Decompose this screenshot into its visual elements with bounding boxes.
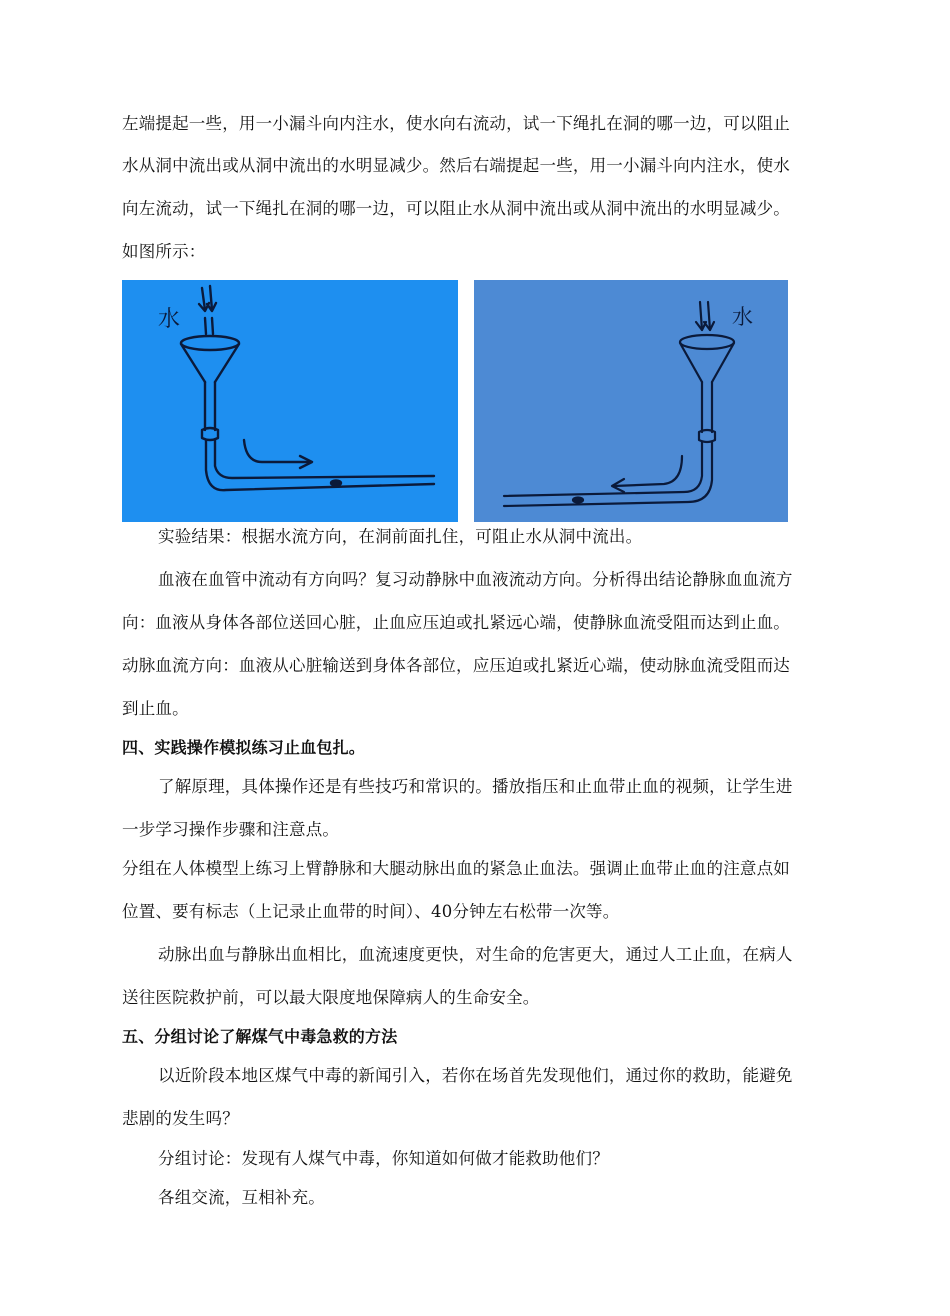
paragraph-line: 一步学习操作步骤和注意点。 <box>122 820 340 839</box>
water-label: 水 <box>158 307 181 332</box>
paragraph-line: 位置、要有标志（上记录止血带的时间）、40分钟左右松带一次等。 <box>122 902 620 921</box>
section-heading: 四、实践操作模拟练习止血包扎。 <box>122 738 366 757</box>
paragraph-line: 向左流动，试一下绳扎在洞的哪一边，可以阻止水从洞中流出或从洞中流出的水明显减少。 <box>122 199 790 218</box>
paragraph-line: 实验结果：根据水流方向，在洞前面扎住，可阻止水从洞中流出。 <box>158 527 643 546</box>
funnel-diagram-right <box>474 280 788 522</box>
paragraph-line: 分组讨论：发现有人煤气中毒，你知道如何做才能救助他们？ <box>158 1149 609 1168</box>
paragraph-line: 动脉血流方向：血液从心脏输送到身体各部位，应压迫或扎紧近心端，使动脉血流受阻而达 <box>122 656 790 675</box>
paragraph-line: 悲剧的发生吗？ <box>122 1109 239 1128</box>
section-heading: 五、分组讨论了解煤气中毒急救的方法 <box>122 1027 398 1046</box>
paragraph-line: 送往医院救护前，可以最大限度地保障病人的生命安全。 <box>122 988 540 1007</box>
paragraph-line: 如图所示： <box>122 242 206 261</box>
paragraph-line: 了解原理，具体操作还是有些技巧和常识的。播放指压和止血带止血的视频，让学生进 <box>158 777 793 796</box>
paragraph-line: 血液在血管中流动有方向吗？复习动静脉中血液流动方向。分析得出结论静脉血血流方 <box>158 570 793 589</box>
paragraph-line: 分组在人体模型上练习上臂静脉和大腿动脉出血的紧急止血法。强调止血带止血的注意点如 <box>122 859 790 878</box>
paragraph-line: 水从洞中流出或从洞中流出的水明显减少。然后右端提起一些，用一小漏斗向内注水，使水 <box>122 156 790 175</box>
water-label: 水 <box>732 305 753 329</box>
paragraph-line: 到止血。 <box>122 699 189 718</box>
funnel-diagram-left <box>122 280 458 522</box>
paragraph-line: 动脉出血与静脉出血相比，血流速度更快，对生命的危害更大，通过人工止血，在病人 <box>158 945 793 964</box>
paragraph-line: 向：血液从身体各部位送回心脏，止血应压迫或扎紧远心端，使静脉血流受阻而达到止血。 <box>122 613 790 632</box>
paragraph-line: 左端提起一些，用一小漏斗向内注水，使水向右流动，试一下绳扎在洞的哪一边，可以阻止 <box>122 114 790 133</box>
paragraph-line: 各组交流，互相补充。 <box>158 1188 325 1207</box>
paragraph-line: 以近阶段本地区煤气中毒的新闻引入，若你在场首先发现他们，通过你的救助，能避免 <box>158 1066 793 1085</box>
funnel-experiment-left-flow-figure <box>474 280 788 522</box>
funnel-experiment-right-flow-figure <box>122 280 458 522</box>
